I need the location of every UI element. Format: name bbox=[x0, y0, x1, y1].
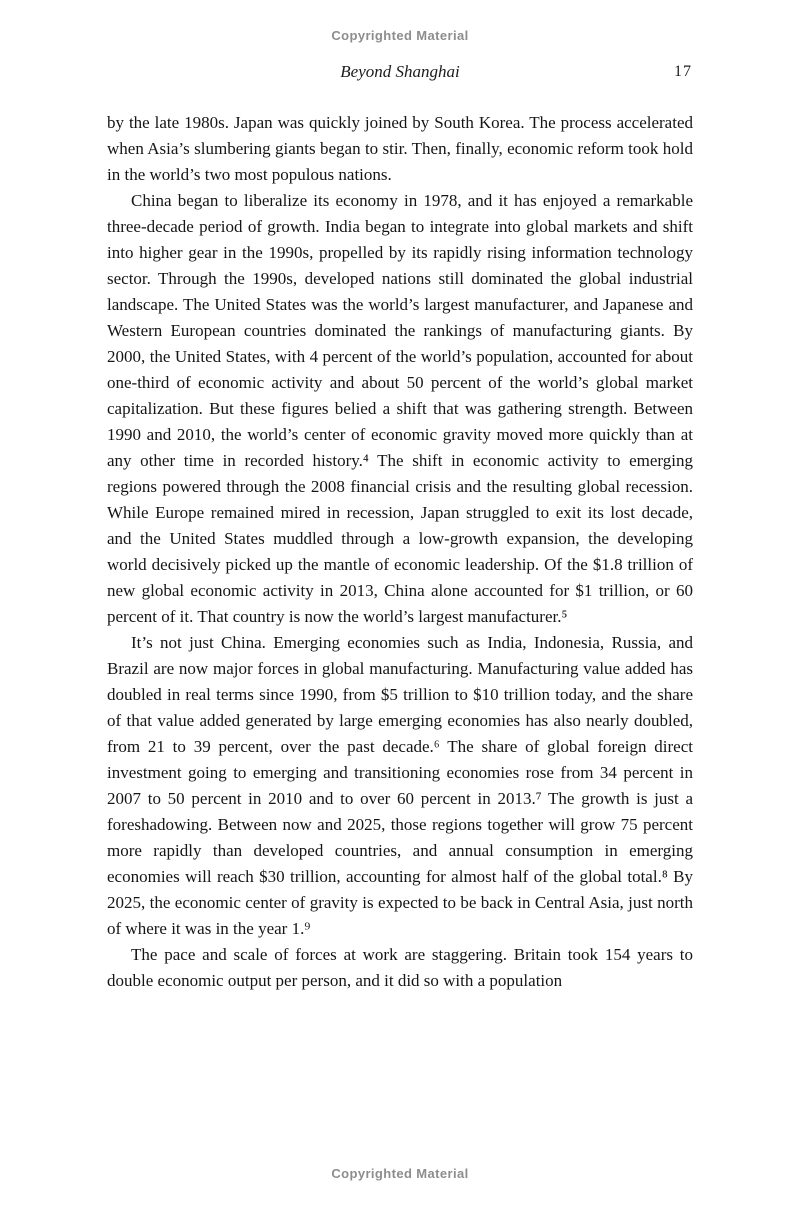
paragraph: by the late 1980s. Japan was quickly joined by South Korea. The process accelerated when Asia’s slumbering giants began to stir. Then, finally, economic reform took hold in the world’s two most populous nations. bbox=[107, 113, 693, 184]
copyright-notice-bottom: Copyrighted Material bbox=[331, 1166, 469, 1181]
paragraph: China began to liberalize its economy in 1978, and it has enjoyed a remarkable three-decade period of growth. India began to integrate into global markets and shift into higher gear in the 1990s, propelled by its rapidly rising information technology sector. Through the 1990s, developed nations still dominated the global industrial landscape. The United States was the world’s largest manufacturer, and Japanese and Western European countries dominated the rankings of manufacturing giants. By 2000, the United States, with 4 percent of the world’s population, accounted for about one-third of economic activity and about 50 percent of the world’s global market capitalization. But these figures belied a shift that was gathering strength. Between 1990 and 2010, the world’s center of economic gravity moved more quickly than at any other time in recorded history.⁴ The shift in economic activity to emerging regions powered through the 2008 financial crisis and the resulting global recession. While Europe remained mired in recession, Japan struggled to exit its lost decade, and the United States muddled through a low-growth expansion, the developing world decisively picked up the mantle of economic leadership. Of the $1.8 trillion of new global economic activity in 2013, China alone accounted for $1 trillion, or 60 percent of it. That country is now the world’s largest manufacturer.⁵ bbox=[107, 191, 693, 626]
running-header bbox=[108, 62, 692, 84]
paragraph: It’s not just China. Emerging economies such as India, Indonesia, Russia, and Brazil are now major forces in global manufacturing. Manufacturing value added has doubled in real terms since 1990, from $5 trillion to $10 trillion today, and the share of that value added generated by large emerging economies has also nearly doubled, from 21 to 39 percent, over the past decade.⁶ The share of global foreign direct investment going to emerging and transitioning economies rose from 34 percent in 2007 to 50 percent in 2010 and to over 60 percent in 2013.⁷ The growth is just a foreshadowing. Between now and 2025, those regions together will grow 75 percent more rapidly than developed countries, and annual consumption in emerging economies will reach $30 trillion, accounting for almost half of the global total.⁸ By 2025, the economic center of gravity is expected to be back in Central Asia, just north of where it was in the year 1.⁹ bbox=[107, 633, 693, 938]
copyright-notice-top: Copyrighted Material bbox=[331, 28, 469, 43]
running-header-title: Beyond Shanghai bbox=[340, 62, 460, 81]
paragraph: The pace and scale of forces at work are staggering. Britain took 154 years to double economic output per person, and it did so with a population bbox=[107, 945, 693, 990]
page-number: 17 bbox=[674, 63, 692, 80]
page-body bbox=[107, 110, 693, 994]
